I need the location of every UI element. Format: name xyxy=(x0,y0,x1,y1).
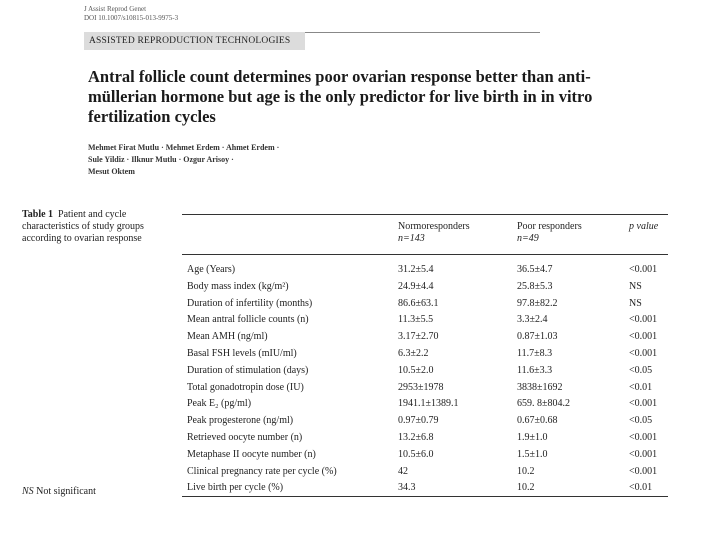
column-header-label: p value xyxy=(629,221,659,232)
author-line: Mesut Oktem xyxy=(88,167,135,176)
article-doi: DOI 10.1007/s10815-013-9975-3 xyxy=(84,14,179,22)
column-header-normoresponders xyxy=(398,221,470,245)
row-label: Duration of stimulation (days) xyxy=(187,364,309,376)
row-label: Peak E₂ (pg/ml) xyxy=(187,398,252,410)
table-bottom-rule xyxy=(182,496,668,497)
table-footnote xyxy=(22,486,96,497)
normoresponders-value: 11.3±5.5 xyxy=(398,314,434,326)
table-row xyxy=(182,346,668,363)
poor-responders-value: 1.5±1.0 xyxy=(517,448,548,460)
poor-responders-value: 3838±1692 xyxy=(517,381,563,393)
row-label: Metaphase II oocyte number (n) xyxy=(187,448,316,460)
table-row xyxy=(182,447,668,464)
normoresponders-value: 31.2±5.4 xyxy=(398,264,434,275)
poor-responders-value: 11.6±3.3 xyxy=(517,364,553,376)
poor-responders-value: 10.2 xyxy=(517,465,535,477)
table-row xyxy=(182,363,668,380)
column-header-poor-responders xyxy=(517,221,582,245)
p-value: <0.001 xyxy=(629,264,658,275)
table-row xyxy=(182,329,668,346)
p-value: <0.001 xyxy=(629,448,658,460)
row-label: Body mass index (kg/m²) xyxy=(187,280,289,292)
footnote-text: Not significant xyxy=(33,486,96,497)
row-label: Retrieved oocyte number (n) xyxy=(187,431,303,443)
row-label: Duration of infertility (months) xyxy=(187,297,313,309)
poor-responders-value: 11.7±8.3 xyxy=(517,347,553,359)
table-caption-label: Table 1 xyxy=(22,209,54,220)
row-label: Basal FSH levels (mIU/ml) xyxy=(187,347,297,359)
p-value: NS xyxy=(629,280,642,292)
row-label: Age (Years) xyxy=(187,264,236,275)
author-line: Sule Yildiz · Ilknur Mutlu · Ozgur Arisoy · xyxy=(88,155,234,164)
p-value: <0.05 xyxy=(629,415,653,427)
table-row xyxy=(182,312,668,329)
table-row xyxy=(182,480,668,497)
poor-responders-value: 10.2 xyxy=(517,482,535,494)
table-top-rule xyxy=(182,214,668,215)
normoresponders-value: 86.6±63.1 xyxy=(398,297,439,309)
table-row xyxy=(182,413,668,430)
p-value: <0.001 xyxy=(629,398,658,410)
table-row xyxy=(182,279,668,296)
normoresponders-value: 10.5±2.0 xyxy=(398,364,434,376)
normoresponders-value: 1941.1±1389.1 xyxy=(398,398,459,410)
poor-responders-value: 36.5±4.7 xyxy=(517,264,553,275)
normoresponders-value: 0.97±0.79 xyxy=(398,415,439,427)
table-caption-text: Patient and cycle characteristics of study groups according to ovarian response xyxy=(22,209,144,244)
normoresponders-value: 13.2±6.8 xyxy=(398,431,434,443)
normoresponders-value: 34.3 xyxy=(398,482,416,494)
poor-responders-value: 3.3±2.4 xyxy=(517,314,548,326)
table-row xyxy=(182,380,668,397)
table-row xyxy=(182,464,668,481)
poor-responders-value: 659. 8±804.2 xyxy=(517,398,570,410)
poor-responders-value: 1.9±1.0 xyxy=(517,431,548,443)
column-header-label: Poor responders xyxy=(517,221,582,232)
section-label: ASSISTED REPRODUCTION TECHNOLOGIES xyxy=(89,36,291,46)
column-header-n: n=49 xyxy=(517,233,539,244)
normoresponders-value: 6.3±2.2 xyxy=(398,347,429,359)
journal-name: J Assist Reprod Genet xyxy=(84,5,147,13)
p-value: <0.01 xyxy=(629,482,653,494)
normoresponders-value: 2953±1978 xyxy=(398,381,444,393)
column-header-p-value xyxy=(629,221,658,233)
table-row xyxy=(182,396,668,413)
p-value: <0.001 xyxy=(629,347,658,359)
p-value: <0.01 xyxy=(629,381,653,393)
table-row xyxy=(182,262,668,279)
author-list xyxy=(88,142,408,178)
p-value: <0.001 xyxy=(629,314,658,326)
p-value: NS xyxy=(629,297,642,309)
row-label: Total gonadotropin dose (IU) xyxy=(187,381,304,393)
normoresponders-value: 24.9±4.4 xyxy=(398,280,434,292)
row-label: Clinical pregnancy rate per cycle (%) xyxy=(187,465,337,477)
poor-responders-value: 0.67±0.68 xyxy=(517,415,558,427)
row-label: Live birth per cycle (%) xyxy=(187,482,284,494)
article-title: Antral follicle count determines poor ovarian response better than anti-müllerian hormone but age is the only predictor for live birth in in vitro fertilization cycles xyxy=(88,67,593,126)
p-value: <0.001 xyxy=(629,331,658,343)
normoresponders-value: 10.5±6.0 xyxy=(398,448,434,460)
row-label: Mean antral follicle counts (n) xyxy=(187,314,309,326)
p-value: <0.05 xyxy=(629,364,653,376)
row-label: Mean AMH (ng/ml) xyxy=(187,331,268,343)
table-caption xyxy=(22,209,177,245)
section-banner xyxy=(84,32,305,50)
p-value: <0.001 xyxy=(629,465,658,477)
normoresponders-value: 42 xyxy=(398,465,408,477)
table-body xyxy=(182,262,668,497)
table-row xyxy=(182,430,668,447)
p-value: <0.001 xyxy=(629,431,658,443)
column-header-n: n=143 xyxy=(398,233,425,244)
poor-responders-value: 25.8±5.3 xyxy=(517,280,553,292)
footnote-abbreviation: NS xyxy=(22,486,34,497)
poor-responders-value: 97.8±82.2 xyxy=(517,297,558,309)
table-row xyxy=(182,296,668,313)
table-header-rule xyxy=(182,254,668,255)
poor-responders-value: 0.87±1.03 xyxy=(517,331,558,343)
column-header-label: Normoresponders xyxy=(398,221,470,232)
row-label: Peak progesterone (ng/ml) xyxy=(187,415,294,427)
normoresponders-value: 3.17±2.70 xyxy=(398,331,439,343)
journal-header xyxy=(84,5,178,23)
author-line: Mehmet Firat Mutlu · Mehmet Erdem · Ahmet Erdem · xyxy=(88,143,280,152)
